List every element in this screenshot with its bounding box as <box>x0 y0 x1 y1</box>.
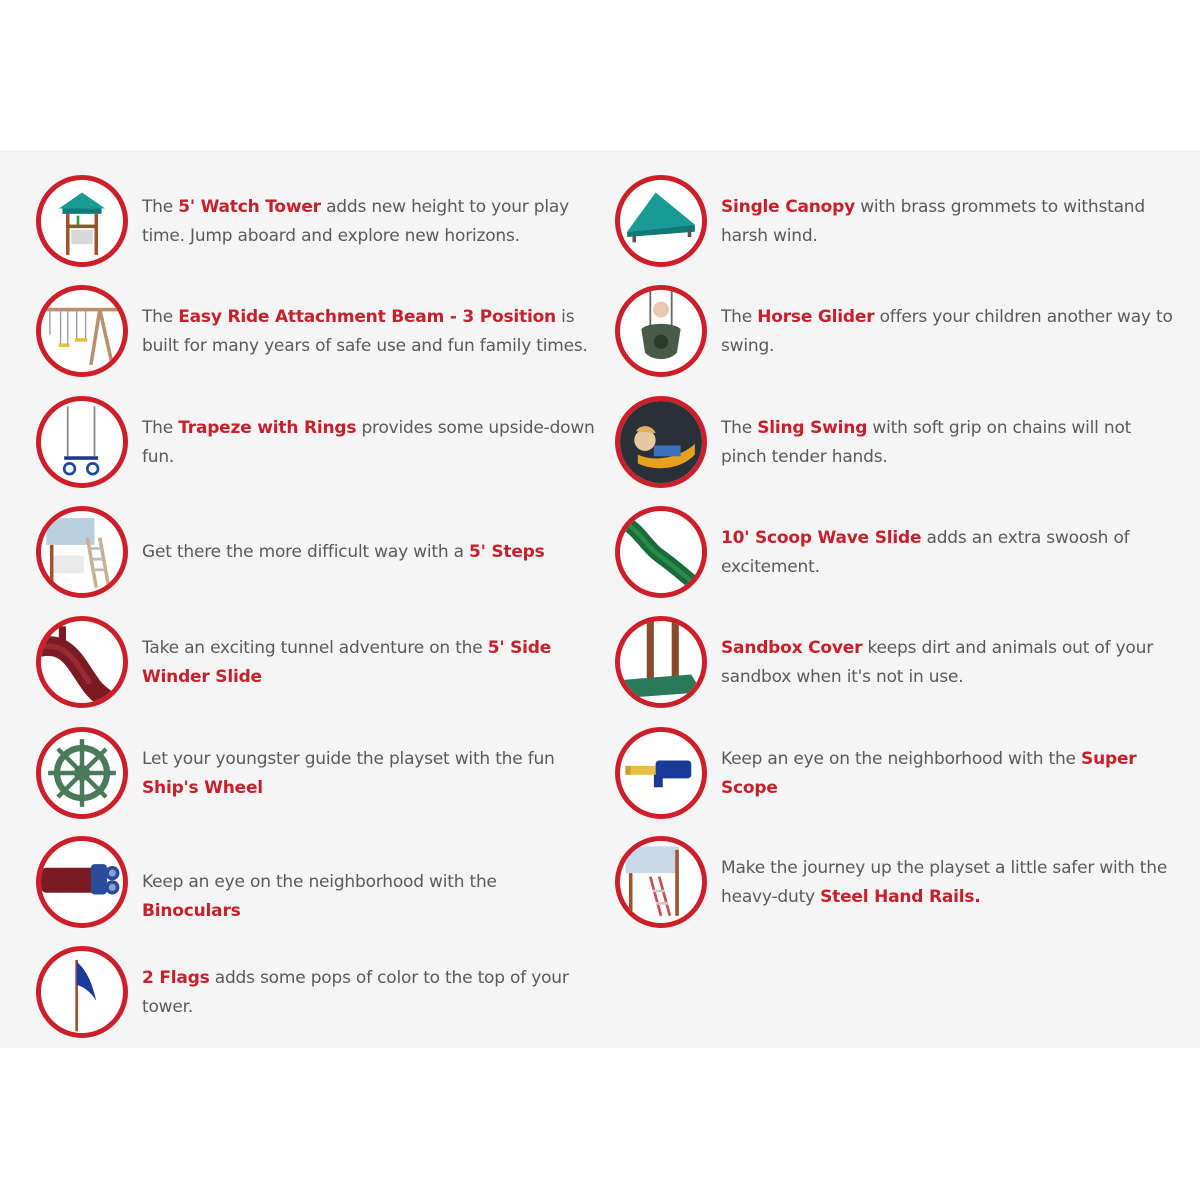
feature-hand-rails <box>615 836 1175 936</box>
feature-text: Sandbox Cover keeps dirt and animals out of your sandbox when it's not in use. <box>721 638 1153 687</box>
feature-trapeze <box>36 396 596 496</box>
feature-ships-wheel <box>36 727 596 827</box>
watch-tower-icon <box>36 175 128 267</box>
feature-text: Get there the more difficult way with a 5' Steps <box>142 542 545 562</box>
feature-flags <box>36 946 596 1046</box>
feature-binoculars <box>36 836 596 936</box>
feature-name: Steel Hand Rails. <box>820 886 981 907</box>
feature-name: Sandbox Cover <box>721 638 863 658</box>
feature-name: Sling Swing <box>757 418 868 438</box>
steps-icon <box>36 506 128 598</box>
wave-slide-icon <box>615 506 707 598</box>
feature-text: 2 Flags adds some pops of color to the top of your tower. <box>142 968 569 1017</box>
feature-steps <box>36 506 596 606</box>
feature-name: 5' Side Winder Slide <box>142 638 552 687</box>
feature-text: Take an exciting tunnel adventure on the 5' Side Winder Slide <box>142 638 552 687</box>
feature-text: 10' Scoop Wave Slide adds an extra swoosh of excitement. <box>721 528 1130 577</box>
telescope-icon <box>615 727 707 819</box>
feature-name: Horse Glider <box>757 307 875 327</box>
ships-wheel-icon <box>36 727 128 819</box>
sling-swing-icon <box>615 396 707 488</box>
feature-name: Binoculars <box>142 900 241 921</box>
feature-horse-glider <box>615 285 1175 385</box>
feature-text: The Sling Swing with soft grip on chains will not pinch tender hands. <box>721 418 1132 467</box>
feature-text: Keep an eye on the neighborhood with the Binoculars <box>142 872 497 921</box>
feature-name: 5' Watch Tower <box>178 197 321 217</box>
trapeze-rings-icon <box>36 396 128 488</box>
feature-attachment-beam <box>36 285 596 385</box>
binoculars-icon <box>36 836 128 928</box>
feature-single-canopy <box>615 175 1175 275</box>
sandbox-cover-icon <box>615 616 707 708</box>
flag-icon <box>36 946 128 1038</box>
feature-name: Single Canopy <box>721 197 855 217</box>
feature-name: Super Scope <box>721 749 1137 798</box>
feature-text: Keep an eye on the neighborhood with the Super Scope <box>721 749 1137 798</box>
feature-sling-swing <box>615 396 1175 496</box>
feature-text: The Easy Ride Attachment Beam - 3 Position is built for many years of safe use and fun family times. <box>142 307 588 356</box>
feature-name: Trapeze with Rings <box>178 418 357 438</box>
feature-text: The Horse Glider offers your children another way to swing. <box>721 307 1173 356</box>
feature-sandbox-cover <box>615 616 1175 716</box>
feature-watch-tower <box>36 175 596 275</box>
feature-text: Single Canopy with brass grommets to withstand harsh wind. <box>721 197 1145 246</box>
feature-name: Ship's Wheel <box>142 777 263 798</box>
feature-wave-slide <box>615 506 1175 606</box>
feature-name: Easy Ride Attachment Beam - 3 Position <box>178 307 556 327</box>
feature-text: The Trapeze with Rings provides some upside-down fun. <box>142 418 595 467</box>
feature-name: 5' Steps <box>469 542 545 562</box>
hand-rails-icon <box>615 836 707 928</box>
feature-winder-slide <box>36 616 596 716</box>
feature-text: Let your youngster guide the playset with the fun Ship's Wheel <box>142 749 555 798</box>
tube-slide-icon <box>36 616 128 708</box>
feature-name: 2 Flags <box>142 968 210 988</box>
feature-text: Make the journey up the playset a little safer with the heavy-duty Steel Hand Rails. <box>721 858 1168 907</box>
swing-beam-icon <box>36 285 128 377</box>
canopy-icon <box>615 175 707 267</box>
feature-name: 10' Scoop Wave Slide <box>721 528 922 548</box>
horse-glider-icon <box>615 285 707 377</box>
feature-text: The 5' Watch Tower adds new height to your play time. Jump aboard and explore new horizons. <box>142 197 569 246</box>
feature-super-scope <box>615 727 1175 827</box>
